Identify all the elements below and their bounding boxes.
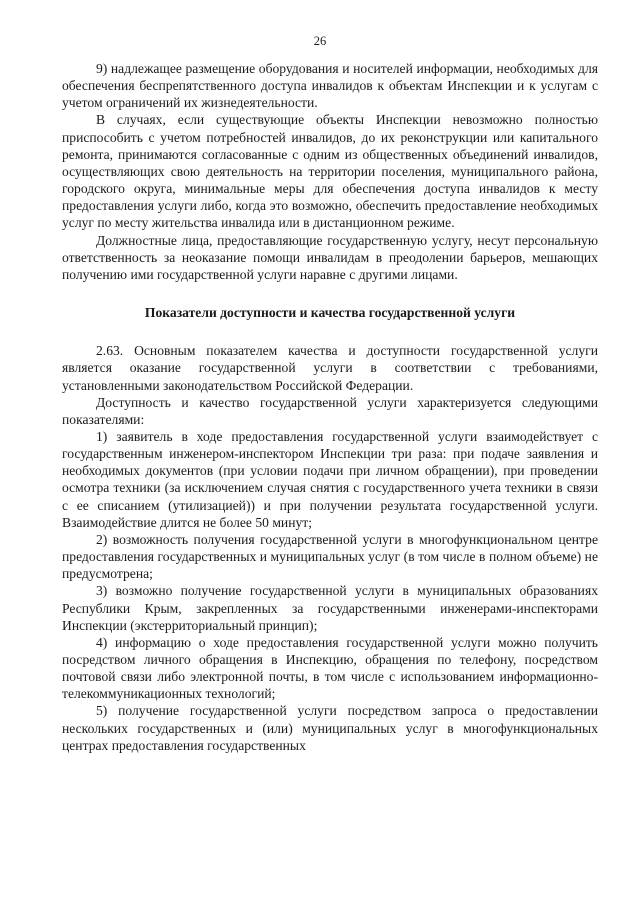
document-body (62, 60, 598, 754)
section-heading: Показатели доступности и качества государственной услуги (144, 305, 516, 321)
paragraph-indicator-1: 1) заявитель в ходе предоставления государственной услуги взаимодействует с государственным инженером-инспектором Инспекции три раза: при подаче заявления и необходимых документов (при условии подачи при личном обращении), при проведении осмотра техники (за исключением случая снятия с государственного учета техники в связи с ее списанием (утилизацией)) и при получении результата государственной услуги. Взаимодействие длится не более 50 минут; (62, 428, 598, 530)
paragraph-indicator-4: 4) информацию о ходе предоставления государственной услуги можно получить посредством личного обращения в Инспекцию, обращения по телефону, посредством почтовой связи либо электронной почты, в том числе с использованием информационно-телекоммуникационных технологий; (62, 634, 598, 702)
paragraph-indicator-5: 5) получение государственной услуги посредством запроса о предоставлении нескольких государственных и (или) муниципальных услуг в многофункциональных центрах предоставления государственных (62, 703, 598, 753)
paragraph-adaptation-cases: В случаях, если существующие объекты Инспекции невозможно полностью приспособить с учетом потребностей инвалидов, до их реконструкции или капитального ремонта, принимаются согласованные с одним из общественных объединений инвалидов, осуществляющих свою деятельность на территории поселения, муниципального района, городского округа, минимальные меры для обеспечения доступа инвалидов к месту предоставления услуги либо, когда это возможно, обеспечить предоставление необходимых услуг по месту жительства инвалида или в дистанционном режиме. (62, 112, 598, 231)
paragraph-indicator-3: 3) возможно получение государственной услуги в муниципальных образованиях Республики Крым, закрепленных за государственными инженерами-инспекторами Инспекции (экстерриториальный принцип); (62, 583, 598, 633)
page-number: 26 (313, 34, 327, 48)
paragraph-indicator-2: 2) возможность получения государственной услуги в многофункциональном центре предоставления государственных и муниципальных услуг (в том числе в полном объеме) не предусмотрена; (62, 531, 598, 582)
paragraph-indicators-intro: Доступность и качество государственной услуги характеризуется следующими показателями: (62, 394, 598, 427)
paragraph-2-63: 2.63. Основным показателем качества и доступности государственной услуги является оказание государственной услуги в соответствии с требованиями, установленными законодательством Российской Федерации. (62, 343, 598, 393)
paragraph-item-9: 9) надлежащее размещение оборудования и носителей информации, необходимых для обеспечения беспрепятственного доступа инвалидов к объектам Инспекции и к услугам с учетом ограничений их жизнедеятельности. (62, 61, 598, 111)
paragraph-official-responsibility: Должностные лица, предоставляющие государственную услугу, несут персональную ответственность за неоказание помощи инвалидам в преодолении барьеров, мешающих получению ими государственной услуги наравне с другими лицами. (62, 232, 598, 282)
